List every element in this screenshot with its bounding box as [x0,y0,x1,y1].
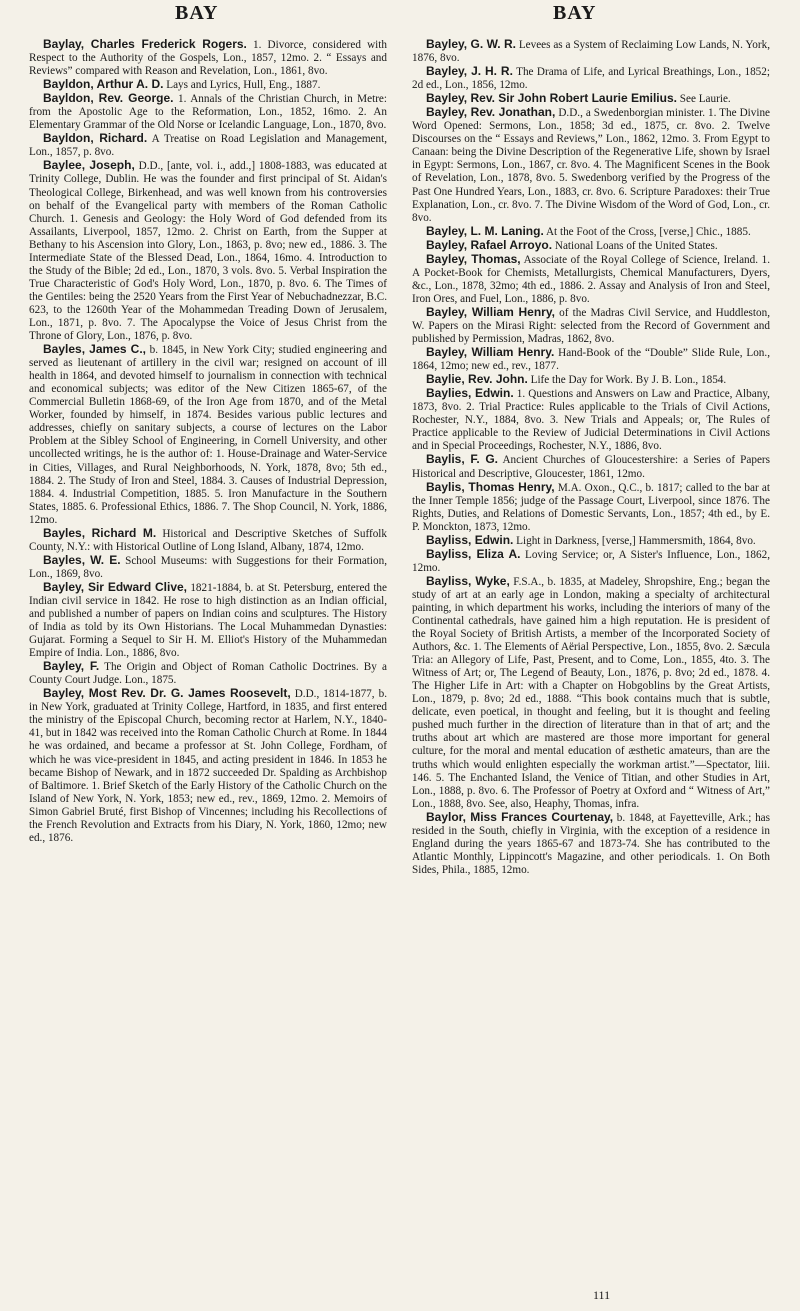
dictionary-entry [412,253,770,306]
entry-text: b. 1845, in New York City; studied engineering and served as lieutenant of artillery in the civil war; resigned on account of ill health in 1864, and devoted himself to journalism in connection with technical and economical subjects; was editor of the New Citizen 1865-67, of the Commercial Bulletin 1868-69, of the Iron Age from 1870, and of the Metal Worker, founded by himself, in 1874. Besides various public lectures and addresses, chiefly on sanitary subjects, a course of lectures on the Labor Problem at the Sibley School of Engineering, in Cornell University, and other uncollected writings, he is the author of: 1. House-Drainage and Water-Service in Cities, Villages, and Rural Neighborhoods, N. York, 1878, 8vo; 5th ed., 1884. 2. The Study of Iron and Steel, 1884. 3. Causes of Industrial Depression, 1884. 4. Industrial Competition, 1885. 5. Iron Manufacture in the Southern States, 1885. 6. Professional Ethics, 1886. 7. The Shop Council, N. York, 1886, 12mo. [29,344,387,526]
entry-headword: Bayley, Rev. Jonathan, [426,105,556,120]
entry-headword: Bayles, Richard M. [43,525,157,540]
dictionary-entry [412,225,770,239]
left-column [29,38,387,845]
entry-text: 1. Questions and Answers on Law and Practice, Albany, 1873, 8vo. 2. Trial Practice: Rules applicable to the Trials of Civil Actions, Rochester, N.Y., 1884, 8vo. 3. New Trials and Appeals; or, The Rules of Practice applicable to the Review of Judicial Determinations in Civil Actions and in Special Proceedings, Rochester, N.Y., 1886, 8vo. [412,388,770,453]
entry-headword: Bayley, Most Rev. Dr. G. James Roosevelt, [43,686,291,701]
running-header [0,2,800,26]
entry-text: A Treatise on Road Legislation and Management, Lon., 1857, p. 8vo. [29,133,387,159]
dictionary-entry [412,575,770,811]
dictionary-entry [29,92,387,132]
dictionary-entry [29,554,387,581]
entry-text: M.A. Oxon., Q.C., b. 1817; called to the bar at the Inner Temple 1856; judge of the Passage Court, Liverpool, since 1876. The Rights, Duties, and Relations of Domestic Servants, Lon., 1857; 4th ed., by E. P. Monckton, 1873, 12mo. [412,481,770,533]
dictionary-entry [412,346,770,373]
entry-headword: Bayley, Sir Edward Clive, [43,579,188,594]
entry-text: F.S.A., b. 1835, at Madeley, Shropshire, Eng.; began the study of art at an early age in London, making a specialty of architectural painting, in which department his works, including the interiors of many of the Continental cathedrals, have gained him a high reputation. He is president of the Royal Society of British Artists, a member of the Incorporated Society of Authors, &c. 1. The Elements of Aërial Perspective, Lon., 1855, 8vo. 2. Sæcula Tria: an Allegory of Life, Past, Present, and to Come, Lon., 1855, 4to. 3. The Witness of Art; or, The Legend of Beauty, Lon., 1876, p. 8vo; 2d ed., 1878. 4. The Higher Life in Art: with a Chapter on Hobgoblins by the Great Artists, Lon., 1879, p. 8vo; 2d ed., 1888. “This book contains much that is subtle, delicate, even poetical, in thought and feeling, but it is thought and feeling pushed much further in the direction of literature than in that of art; and the truths about art which are mastered are those more important for general culture, for the moral and mental education of æsthetic amateurs, than are the truths which would enlighten especially the workman artist.”—Spectator, liii. 146. 5. The Enchanted Island, the Venice of Titian, and other Studies in Art, Lon., 1888, p. 8vo. 6. The Professor of Poetry at Oxford and “ Witness of Art,” Lon., 1888, 8vo. See, also, Heaphy, Thomas, infra. [412,575,770,810]
entry-headword: Bayley, G. W. R. [426,37,516,51]
entry-headword: Bayley, Rafael Arroyo. [426,237,553,252]
entry-headword: Bayldon, Arthur A. D. [43,77,164,92]
dictionary-entry [29,38,387,78]
entry-headword: Bayley, Thomas, [426,251,521,266]
page-number: 111 [593,1288,611,1302]
entry-text: National Loans of the United States. [552,239,718,252]
entry-text: Light in Darkness, [verse,] Hammersmith, 1864, 8vo. [513,534,756,547]
entry-text: The Origin and Object of Roman Catholic Doctrines. By a County Court Judge. Lon., 1875. [29,661,387,687]
entry-headword: Bayles, W. E. [43,552,121,567]
entry-text: D.D., a Swedenborgian minister. 1. The Divine Word Opened: Sermons, Lon., 1858; 3d ed., 1875, cr. 8vo. 2. Twelve Discourses on the “ Essays and Reviews,” Lon., 1862, 12mo. 3. From Egypt to Canaan: being the Divine Description of the Regenerative Life, shown by Israel in Egypt: Sermons, Lon., 1867, cr. 8vo. 4. The Magnificent Scenes in the Book of Revelation, Lon., 1878, 8vo. 5. Swedenborg verified by the Progress of the Past One Hundred Years, Lon., 1883, cr. 8vo. 6. Scripture Paradoxes: their True Explanation, Lon., cr. 8vo. 7. The Divine Wisdom of the Word of God, Lon., cr. 8vo. [412,107,771,224]
entry-text: D.D., [ante, vol. i., add.,] 1808-1883, was educated at Trinity College, Dublin. He was the founder and first principal of St. Aidan's Theological College, Birkenhead, and was well known from his controversies on behalf of the Evangelical party with members of the Roman Catholic Church. 1. Genesis and Geology: the Holy Word of God defended from its Assailants, Liverpool, 1857, 12mo. 2. Christ on Earth, from the Supper at Bethany to his Ascension into Glory, Lon., 1863, p. 8vo; new ed., 1886. 3. The Intermediate State of the Blessed Dead, Lon., 1864, 16mo. 4. Introduction to the Study of the Bible; 2d ed., Lon., 1870, 3 vols. 8vo. 5. Verbal Inspiration the True Characteristic of God's Holy Word, Lon., 1870, p. 8vo. 6. The Times of the Gentiles: being the 2520 Years from the First Year of Nebuchadnezzar, B.C. 623, to the 1260th Year of the Mohammedan Treading Down of Jerusalem, Lon., 1871, p. 8vo. 7. The Apocalypse the Voice of Jesus Christ from the Throne of Glory, Lon., 1876, p. 8vo. [29,160,387,343]
entry-text: of the Madras Civil Service, and Huddleston, W. Papers on the Mirasi Right: selected from the Record of Government and published by Permission, Madras, 1862, 8vo. [412,306,770,346]
dictionary-entry [29,660,387,687]
entry-text: At the Foot of the Cross, [verse,] Chic., 1885. [543,225,751,238]
entry-text: 1821-1884, b. at St. Petersburg, entered the Indian civil service in 1842. He rose to high distinction as an Indian official, and published a number of papers on Indian coins and sculptures. The History of India as told by its Own Historians. The Local Muhammedan Dynasties: Gujarat. Forming a Sequel to Sir H. M. Elliot's History of the Muhammedan Empire of India. Lon., 1886, 8vo. [29,581,387,660]
entry-text: Life the Day for Work. By J. B. Lon., 1854. [527,374,727,387]
entry-text: 1. Divorce, considered with Respect to the Authority of the Gospels, Lon., 1857, 12mo. 2. “ Essays and Reviews” compared with Reason and Revelation, Lon., 1861, 8vo. [29,39,387,78]
header-right: BAY [553,2,597,24]
entry-text: Associate of the Royal College of Science, Ireland. 1. A Pocket-Book for Chemists, Metallurgists, Chemical Manufacturers, Dyers, &c., Lon., 1878, 32mo; 4th ed., 1886. 2. Assay and Analysis of Iron and Steel, Iron Ores, and Fuel, Lon., 1886, p. 8vo. [412,253,770,305]
dictionary-entry [412,306,770,346]
entry-headword: Bayley, William Henry. [426,345,555,360]
dictionary-entry [412,387,770,453]
dictionary-entry [412,38,770,65]
dictionary-entry [29,159,387,343]
dictionary-entry [29,343,387,527]
entry-headword: Baylee, Joseph, [43,158,135,173]
entry-headword: Bayley, Rev. Sir John Robert Laurie Emilius. [426,91,677,106]
entry-headword: Bayley, L. M. Laning. [426,223,544,238]
entry-headword: Baylies, Edwin. [426,386,514,401]
entry-headword: Baylor, Miss Frances Courtenay, [426,809,614,824]
entry-text: 1. Annals of the Christian Church, in Metre: from the Apostolic Age to the Reformation, Lon., 1852, 16mo. 2. An Elementary Grammar of the Old Norse or Icelandic Language, Lon., 1870, 8vo. [29,93,387,132]
dictionary-entry [412,239,770,253]
dictionary-entry [412,453,770,480]
entry-text: D.D., 1814-1877, b. in New York, graduated at Trinity College, Hartford, in 1835, and first entered the ministry of the Episcopal Church, becoming rector at Harlem, N.Y., 1840-41, but in 1842 was received into the Roman Catholic Church at Rome. In 1844 he was ordained, and became a professor at St. John College, Fordham, of which he was vice-president in 1845, and acting president in 1846. In 1853 he became Bishop of Newark, and in 1872 succeeded Dr. Spalding as Archbishop of Baltimore. 1. Brief Sketch of the Early History of the Catholic Church on the Island of New York, N. York, 1853; new ed., rev., 1869, 12mo. 2. Memoirs of Simon Gabriel Bruté, first Bishop of Vincennes; including his Recollections of the French Revolution and Extracts from his Diary, N. York, 1860, 12mo; new ed., 1876. [29,688,387,844]
dictionary-entry [29,527,387,554]
dictionary-entry [412,65,770,92]
right-column [412,38,770,877]
header-left: BAY [175,2,219,24]
entry-headword: Bayley, J. H. R. [426,64,513,79]
dictionary-entry [412,92,770,106]
entry-text: Lays and Lyrics, Hull, Eng., 1887. [163,79,321,92]
entry-headword: Baylay, Charles Frederick Rogers. [43,37,247,51]
dictionary-entry [29,581,387,660]
dictionary-entry [412,373,770,387]
entry-text: Ancient Churches of Gloucestershire: a Series of Papers Historical and Descriptive, Gloucester, 1861, 12mo. [412,454,770,480]
dictionary-entry [29,78,387,92]
entry-text: The Drama of Life, and Lyrical Breathings, Lon., 1852; 2d ed., Lon., 1856, 12mo. [412,66,770,92]
entry-text: Loving Service; or, A Sister's Influence, Lon., 1862, 12mo. [412,548,771,574]
entry-headword: Baylis, Thomas Henry, [426,479,555,494]
entry-text: Levees as a System of Reclaiming Low Lands, N. York, 1876, 8vo. [412,39,771,65]
entry-text: See Laurie. [676,93,731,106]
entry-headword: Bayles, James C., [43,342,147,357]
dictionary-entry [29,132,387,159]
entry-headword: Bayldon, Rev. George. [43,91,174,106]
dictionary-entry [412,548,770,575]
entry-headword: Bayliss, Wyke, [426,573,510,588]
entry-headword: Bayley, William Henry, [426,304,555,319]
entry-headword: Bayldon, Richard. [43,131,148,146]
entry-headword: Bayliss, Eliza A. [426,546,521,561]
entry-headword: Baylis, F. G. [426,452,498,467]
entry-headword: Baylie, Rev. John. [426,372,528,387]
dictionary-entry [29,687,387,845]
dictionary-entry [412,534,770,548]
entry-text: School Museums: with Suggestions for their Formation, Lon., 1869, 8vo. [29,554,387,580]
entry-text: b. 1848, at Fayetteville, Ark.; has resided in the South, chiefly in Virginia, with the exception of a residence in England during the years 1865-67 and 1873-74. She has contributed to the Atlantic Monthly, Lippincott's Magazine, and other periodicals. 1. On Both Sides, Phila., 1885, 12mo. [412,811,770,876]
entry-text: Historical and Descriptive Sketches of Suffolk County, N.Y.: with Historical Outline of Long Island, Albany, 1874, 12mo. [29,527,387,553]
dictionary-entry [412,106,770,224]
dictionary-entry [412,481,770,534]
entry-headword: Bayliss, Edwin. [426,532,514,547]
dictionary-entry [412,811,770,877]
entry-headword: Bayley, F. [43,659,100,674]
entry-text: Hand-Book of the “Double” Slide Rule, Lon., 1864, 12mo; new ed., rev., 1877. [412,347,770,373]
